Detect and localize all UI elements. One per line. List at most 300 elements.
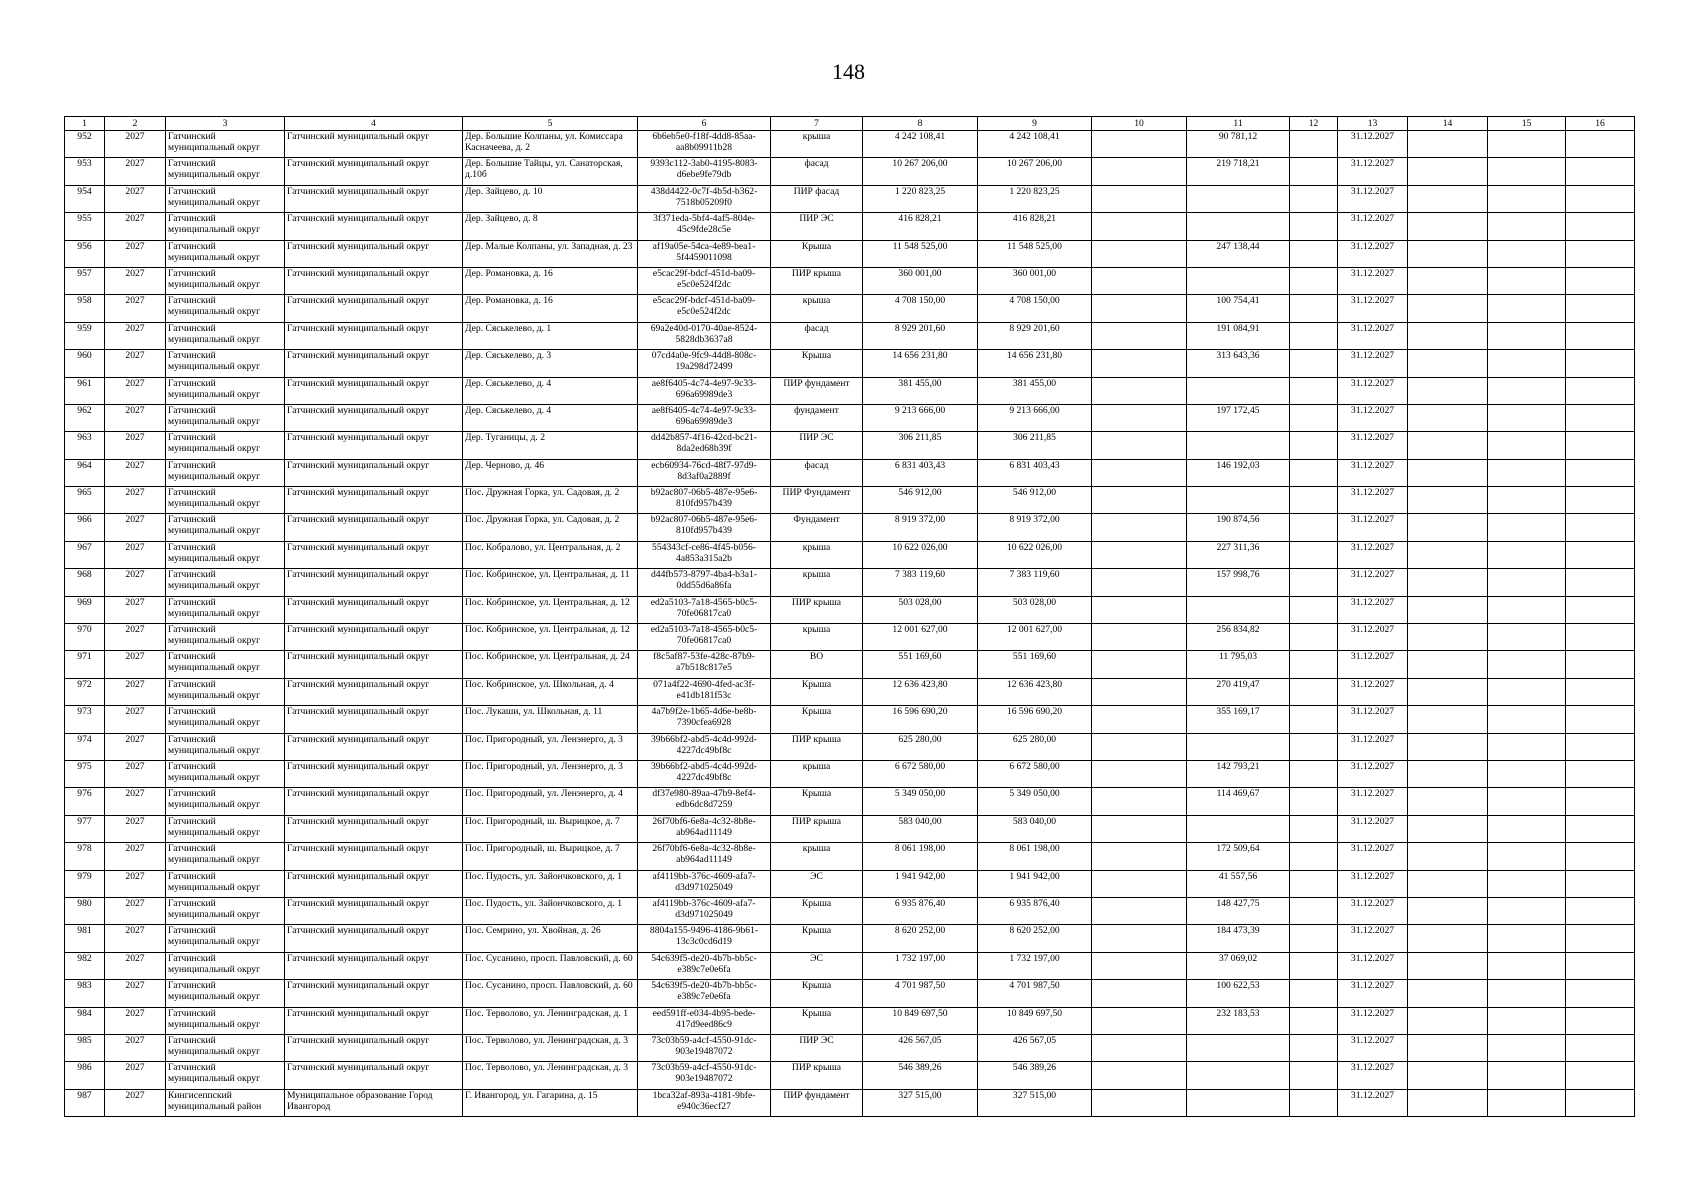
cell-col-4: Гатчинский муниципальный округ <box>285 1007 463 1034</box>
cell-col-12 <box>1290 404 1338 431</box>
table-row <box>65 267 1635 294</box>
cell-col-2: 2027 <box>105 870 166 897</box>
cell-col-16 <box>1566 815 1635 842</box>
cell-col-15 <box>1488 459 1566 486</box>
cell-col-4: Гатчинский муниципальный округ <box>285 897 463 924</box>
cell-col-1: 975 <box>65 760 105 787</box>
cell-col-4: Гатчинский муниципальный округ <box>285 678 463 705</box>
cell-col-11: 142 793,21 <box>1187 760 1290 787</box>
cell-col-2: 2027 <box>105 1034 166 1061</box>
cell-col-14 <box>1408 596 1488 623</box>
table-row <box>65 240 1635 267</box>
cell-col-8: 306 211,85 <box>863 432 978 459</box>
cell-col-2: 2027 <box>105 1062 166 1089</box>
cell-col-6: 26f70bf6-6e8a-4c32-8b8e-ab964ad11149 <box>638 843 771 870</box>
table-row <box>65 870 1635 897</box>
cell-col-15 <box>1488 213 1566 240</box>
table-row <box>65 706 1635 733</box>
column-header-1: 1 <box>65 117 105 131</box>
table-row <box>65 213 1635 240</box>
cell-col-3: Гатчинский муниципальный округ <box>166 843 285 870</box>
cell-col-12 <box>1290 596 1338 623</box>
cell-col-2: 2027 <box>105 651 166 678</box>
column-header-9: 9 <box>978 117 1092 131</box>
cell-col-13: 31.12.2027 <box>1338 514 1408 541</box>
cell-col-12 <box>1290 350 1338 377</box>
table-row <box>65 733 1635 760</box>
table-row <box>65 295 1635 322</box>
cell-col-14 <box>1408 788 1488 815</box>
cell-col-11 <box>1187 1034 1290 1061</box>
cell-col-7: ПИР крыша <box>771 815 863 842</box>
cell-col-12 <box>1290 240 1338 267</box>
cell-col-9: 546 389,26 <box>978 1062 1092 1089</box>
cell-col-14 <box>1408 185 1488 212</box>
cell-col-1: 980 <box>65 897 105 924</box>
cell-col-10 <box>1092 1062 1187 1089</box>
cell-col-7: Крыша <box>771 240 863 267</box>
cell-col-11: 232 183,53 <box>1187 1007 1290 1034</box>
cell-col-14 <box>1408 897 1488 924</box>
cell-col-16 <box>1566 322 1635 349</box>
cell-col-7: крыша <box>771 760 863 787</box>
cell-col-15 <box>1488 678 1566 705</box>
cell-col-16 <box>1566 432 1635 459</box>
cell-col-4: Гатчинский муниципальный округ <box>285 624 463 651</box>
cell-col-6: 554343cf-ce86-4f45-b056-4a853a315a2b <box>638 541 771 568</box>
cell-col-12 <box>1290 295 1338 322</box>
cell-col-10 <box>1092 432 1187 459</box>
cell-col-12 <box>1290 706 1338 733</box>
cell-col-12 <box>1290 760 1338 787</box>
cell-col-1: 952 <box>65 131 105 158</box>
cell-col-5: Пос. Кобринское, ул. Центральная, д. 11 <box>463 569 638 596</box>
table-row <box>65 322 1635 349</box>
cell-col-6: ae8f6405-4c74-4e97-9c33-696a69989de3 <box>638 377 771 404</box>
cell-col-8: 583 040,00 <box>863 815 978 842</box>
cell-col-6: b92ac807-06b5-487e-95e6-810fd957b439 <box>638 487 771 514</box>
cell-col-13: 31.12.2027 <box>1338 322 1408 349</box>
cell-col-13: 31.12.2027 <box>1338 596 1408 623</box>
table-row <box>65 569 1635 596</box>
cell-col-13: 31.12.2027 <box>1338 870 1408 897</box>
cell-col-3: Гатчинский муниципальный округ <box>166 651 285 678</box>
cell-col-8: 551 169,60 <box>863 651 978 678</box>
cell-col-6: 8804a155-9496-4186-9b61-13c3c0cd6d19 <box>638 925 771 952</box>
cell-col-7: ПИР ЭС <box>771 432 863 459</box>
cell-col-5: Пос. Терволово, ул. Ленинградская, д. 3 <box>463 1062 638 1089</box>
cell-col-8: 503 028,00 <box>863 596 978 623</box>
cell-col-13: 31.12.2027 <box>1338 1089 1408 1116</box>
cell-col-3: Гатчинский муниципальный округ <box>166 788 285 815</box>
cell-col-3: Гатчинский муниципальный округ <box>166 1034 285 1061</box>
column-header-2: 2 <box>105 117 166 131</box>
cell-col-6: 69a2e40d-0170-40ae-8524-5828db3637a8 <box>638 322 771 349</box>
cell-col-6: dd42b857-4f16-42cd-bc21-8da2ed68b39f <box>638 432 771 459</box>
cell-col-13: 31.12.2027 <box>1338 624 1408 651</box>
cell-col-11: 146 192,03 <box>1187 459 1290 486</box>
cell-col-13: 31.12.2027 <box>1338 897 1408 924</box>
cell-col-2: 2027 <box>105 514 166 541</box>
cell-col-5: Дер. Большие Тайцы, ул. Санаторская, д.10б <box>463 158 638 185</box>
cell-col-8: 12 636 423,80 <box>863 678 978 705</box>
cell-col-6: 3f371eda-5bf4-4af5-804e-45c9fde28c5e <box>638 213 771 240</box>
cell-col-2: 2027 <box>105 980 166 1007</box>
cell-col-15 <box>1488 760 1566 787</box>
cell-col-14 <box>1408 733 1488 760</box>
cell-col-14 <box>1408 514 1488 541</box>
cell-col-15 <box>1488 240 1566 267</box>
cell-col-1: 959 <box>65 322 105 349</box>
cell-col-9: 583 040,00 <box>978 815 1092 842</box>
cell-col-3: Гатчинский муниципальный округ <box>166 678 285 705</box>
cell-col-1: 963 <box>65 432 105 459</box>
cell-col-9: 6 831 403,43 <box>978 459 1092 486</box>
cell-col-7: ЭС <box>771 870 863 897</box>
cell-col-4: Гатчинский муниципальный округ <box>285 541 463 568</box>
cell-col-9: 381 455,00 <box>978 377 1092 404</box>
cell-col-15 <box>1488 733 1566 760</box>
cell-col-16 <box>1566 404 1635 431</box>
table-row <box>65 843 1635 870</box>
cell-col-11: 100 622,53 <box>1187 980 1290 1007</box>
cell-col-9: 360 001,00 <box>978 267 1092 294</box>
cell-col-5: Дер. Большие Колпаны, ул. Комиссара Касначеева, д. 2 <box>463 131 638 158</box>
cell-col-16 <box>1566 295 1635 322</box>
cell-col-13: 31.12.2027 <box>1338 185 1408 212</box>
cell-col-10 <box>1092 459 1187 486</box>
cell-col-4: Гатчинский муниципальный округ <box>285 158 463 185</box>
cell-col-5: Пос. Кобринское, ул. Центральная, д. 24 <box>463 651 638 678</box>
cell-col-14 <box>1408 322 1488 349</box>
cell-col-12 <box>1290 569 1338 596</box>
cell-col-14 <box>1408 760 1488 787</box>
cell-col-7: крыша <box>771 624 863 651</box>
cell-col-3: Гатчинский муниципальный округ <box>166 952 285 979</box>
cell-col-8: 6 831 403,43 <box>863 459 978 486</box>
table-row <box>65 596 1635 623</box>
cell-col-7: крыша <box>771 843 863 870</box>
cell-col-11: 247 138,44 <box>1187 240 1290 267</box>
table-row <box>65 377 1635 404</box>
cell-col-7: ПИР крыша <box>771 596 863 623</box>
column-header-16: 16 <box>1566 117 1635 131</box>
cell-col-2: 2027 <box>105 240 166 267</box>
cell-col-4: Гатчинский муниципальный округ <box>285 843 463 870</box>
cell-col-16 <box>1566 706 1635 733</box>
cell-col-4: Гатчинский муниципальный округ <box>285 432 463 459</box>
cell-col-5: Дер. Черново, д. 46 <box>463 459 638 486</box>
cell-col-16 <box>1566 131 1635 158</box>
cell-col-2: 2027 <box>105 185 166 212</box>
cell-col-14 <box>1408 678 1488 705</box>
cell-col-3: Гатчинский муниципальный округ <box>166 897 285 924</box>
cell-col-4: Гатчинский муниципальный округ <box>285 980 463 1007</box>
cell-col-6: 1bca32af-893a-4181-9bfe-e940c36ecf27 <box>638 1089 771 1116</box>
cell-col-2: 2027 <box>105 1089 166 1116</box>
cell-col-13: 31.12.2027 <box>1338 541 1408 568</box>
cell-col-7: ПИР ЭС <box>771 213 863 240</box>
cell-col-15 <box>1488 1089 1566 1116</box>
cell-col-6: 071a4f22-4690-4fed-ac3f-e41db181f53c <box>638 678 771 705</box>
register-table <box>64 116 1635 1117</box>
cell-col-11: 190 874,56 <box>1187 514 1290 541</box>
cell-col-9: 1 941 942,00 <box>978 870 1092 897</box>
cell-col-10 <box>1092 843 1187 870</box>
cell-col-9: 8 919 372,00 <box>978 514 1092 541</box>
cell-col-6: 9393c112-3ab0-4195-8083-d6ebe9fe79db <box>638 158 771 185</box>
cell-col-4: Гатчинский муниципальный округ <box>285 350 463 377</box>
cell-col-6: e5cac29f-bdcf-451d-ba09-e5c0e524f2dc <box>638 267 771 294</box>
cell-col-14 <box>1408 459 1488 486</box>
cell-col-5: Дер. Романовка, д. 16 <box>463 295 638 322</box>
page-number: 148 <box>832 59 865 84</box>
cell-col-5: Пос. Пригородный, ш. Вырицкое, д. 7 <box>463 815 638 842</box>
cell-col-8: 546 389,26 <box>863 1062 978 1089</box>
cell-col-15 <box>1488 377 1566 404</box>
cell-col-3: Гатчинский муниципальный округ <box>166 1062 285 1089</box>
cell-col-2: 2027 <box>105 404 166 431</box>
cell-col-1: 965 <box>65 487 105 514</box>
cell-col-9: 1 732 197,00 <box>978 952 1092 979</box>
cell-col-15 <box>1488 897 1566 924</box>
cell-col-12 <box>1290 487 1338 514</box>
cell-col-14 <box>1408 815 1488 842</box>
cell-col-11 <box>1187 377 1290 404</box>
cell-col-5: Пос. Кобралово, ул. Центральная, д. 2 <box>463 541 638 568</box>
cell-col-6: 39b66bf2-abd5-4c4d-992d-4227dc49bf8c <box>638 733 771 760</box>
table-row <box>65 459 1635 486</box>
cell-col-14 <box>1408 158 1488 185</box>
cell-col-8: 8 919 372,00 <box>863 514 978 541</box>
cell-col-12 <box>1290 158 1338 185</box>
cell-col-7: Крыша <box>771 1007 863 1034</box>
cell-col-16 <box>1566 980 1635 1007</box>
table-row <box>65 952 1635 979</box>
cell-col-14 <box>1408 1089 1488 1116</box>
cell-col-10 <box>1092 267 1187 294</box>
cell-col-12 <box>1290 952 1338 979</box>
cell-col-15 <box>1488 1007 1566 1034</box>
cell-col-11: 100 754,41 <box>1187 295 1290 322</box>
cell-col-10 <box>1092 541 1187 568</box>
cell-col-2: 2027 <box>105 925 166 952</box>
cell-col-13: 31.12.2027 <box>1338 404 1408 431</box>
cell-col-8: 4 242 108,41 <box>863 131 978 158</box>
cell-col-7: Крыша <box>771 788 863 815</box>
cell-col-10 <box>1092 1034 1187 1061</box>
cell-col-7: ПИР крыша <box>771 267 863 294</box>
cell-col-12 <box>1290 131 1338 158</box>
cell-col-15 <box>1488 185 1566 212</box>
table-row <box>65 624 1635 651</box>
cell-col-12 <box>1290 267 1338 294</box>
cell-col-16 <box>1566 1034 1635 1061</box>
cell-col-10 <box>1092 131 1187 158</box>
cell-col-15 <box>1488 322 1566 349</box>
cell-col-6: ecb60934-76cd-48f7-97d9-8d3af0a2889f <box>638 459 771 486</box>
cell-col-4: Гатчинский муниципальный округ <box>285 404 463 431</box>
cell-col-12 <box>1290 980 1338 1007</box>
cell-col-13: 31.12.2027 <box>1338 487 1408 514</box>
cell-col-10 <box>1092 213 1187 240</box>
cell-col-1: 957 <box>65 267 105 294</box>
cell-col-6: ed2a5103-7a18-4565-b0c5-70fe06817ca0 <box>638 596 771 623</box>
cell-col-7: крыша <box>771 131 863 158</box>
cell-col-4: Гатчинский муниципальный округ <box>285 377 463 404</box>
cell-col-16 <box>1566 788 1635 815</box>
cell-col-2: 2027 <box>105 760 166 787</box>
cell-col-9: 546 912,00 <box>978 487 1092 514</box>
cell-col-14 <box>1408 267 1488 294</box>
cell-col-12 <box>1290 432 1338 459</box>
cell-col-14 <box>1408 213 1488 240</box>
cell-col-3: Гатчинский муниципальный округ <box>166 432 285 459</box>
cell-col-15 <box>1488 350 1566 377</box>
cell-col-13: 31.12.2027 <box>1338 131 1408 158</box>
cell-col-1: 964 <box>65 459 105 486</box>
cell-col-12 <box>1290 897 1338 924</box>
cell-col-12 <box>1290 1034 1338 1061</box>
cell-col-14 <box>1408 487 1488 514</box>
cell-col-8: 8 061 198,00 <box>863 843 978 870</box>
cell-col-1: 955 <box>65 213 105 240</box>
cell-col-11: 157 998,76 <box>1187 569 1290 596</box>
cell-col-11: 172 509,64 <box>1187 843 1290 870</box>
cell-col-16 <box>1566 897 1635 924</box>
cell-col-7: Крыша <box>771 678 863 705</box>
cell-col-10 <box>1092 678 1187 705</box>
cell-col-8: 625 280,00 <box>863 733 978 760</box>
cell-col-4: Гатчинский муниципальный округ <box>285 514 463 541</box>
cell-col-14 <box>1408 1007 1488 1034</box>
cell-col-9: 625 280,00 <box>978 733 1092 760</box>
cell-col-2: 2027 <box>105 678 166 705</box>
cell-col-11: 191 084,91 <box>1187 322 1290 349</box>
cell-col-13: 31.12.2027 <box>1338 240 1408 267</box>
cell-col-16 <box>1566 158 1635 185</box>
cell-col-15 <box>1488 432 1566 459</box>
cell-col-1: 960 <box>65 350 105 377</box>
cell-col-16 <box>1566 569 1635 596</box>
table-row <box>65 541 1635 568</box>
cell-col-4: Гатчинский муниципальный округ <box>285 131 463 158</box>
table-row <box>65 678 1635 705</box>
cell-col-12 <box>1290 925 1338 952</box>
cell-col-7: крыша <box>771 541 863 568</box>
cell-col-8: 1 941 942,00 <box>863 870 978 897</box>
cell-col-8: 546 912,00 <box>863 487 978 514</box>
cell-col-13: 31.12.2027 <box>1338 788 1408 815</box>
cell-col-11: 11 795,03 <box>1187 651 1290 678</box>
table-row <box>65 651 1635 678</box>
cell-col-13: 31.12.2027 <box>1338 432 1408 459</box>
cell-col-10 <box>1092 1089 1187 1116</box>
cell-col-5: Дер. Сяськелево, д. 4 <box>463 404 638 431</box>
cell-col-1: 983 <box>65 980 105 1007</box>
cell-col-3: Гатчинский муниципальный округ <box>166 350 285 377</box>
cell-col-11 <box>1187 185 1290 212</box>
cell-col-5: Дер. Сяськелево, д. 1 <box>463 322 638 349</box>
cell-col-8: 5 349 050,00 <box>863 788 978 815</box>
cell-col-1: 971 <box>65 651 105 678</box>
cell-col-7: Фундамент <box>771 514 863 541</box>
cell-col-16 <box>1566 843 1635 870</box>
cell-col-7: ЭС <box>771 952 863 979</box>
cell-col-11: 184 473,39 <box>1187 925 1290 952</box>
cell-col-1: 979 <box>65 870 105 897</box>
cell-col-9: 503 028,00 <box>978 596 1092 623</box>
cell-col-16 <box>1566 733 1635 760</box>
cell-col-5: Пос. Семрино, ул. Хвойная, д. 26 <box>463 925 638 952</box>
cell-col-10 <box>1092 980 1187 1007</box>
cell-col-10 <box>1092 404 1187 431</box>
cell-col-4: Гатчинский муниципальный округ <box>285 651 463 678</box>
cell-col-11: 114 469,67 <box>1187 788 1290 815</box>
cell-col-12 <box>1290 815 1338 842</box>
cell-col-10 <box>1092 569 1187 596</box>
cell-col-3: Гатчинский муниципальный округ <box>166 760 285 787</box>
cell-col-13: 31.12.2027 <box>1338 459 1408 486</box>
cell-col-6: 6b6eb5e0-f18f-4dd8-85aa-aa8b09911b28 <box>638 131 771 158</box>
cell-col-1: 987 <box>65 1089 105 1116</box>
cell-col-14 <box>1408 432 1488 459</box>
cell-col-8: 327 515,00 <box>863 1089 978 1116</box>
cell-col-14 <box>1408 980 1488 1007</box>
cell-col-5: Пос. Пригородный, ул. Ленэнерго, д. 4 <box>463 788 638 815</box>
cell-col-10 <box>1092 377 1187 404</box>
cell-col-9: 8 929 201,60 <box>978 322 1092 349</box>
cell-col-8: 4 701 987,50 <box>863 980 978 1007</box>
cell-col-4: Гатчинский муниципальный округ <box>285 1062 463 1089</box>
cell-col-15 <box>1488 788 1566 815</box>
cell-col-3: Гатчинский муниципальный округ <box>166 514 285 541</box>
cell-col-15 <box>1488 624 1566 651</box>
cell-col-8: 416 828,21 <box>863 213 978 240</box>
cell-col-5: Дер. Зайцево, д. 8 <box>463 213 638 240</box>
cell-col-3: Гатчинский муниципальный округ <box>166 596 285 623</box>
cell-col-16 <box>1566 1062 1635 1089</box>
cell-col-16 <box>1566 651 1635 678</box>
cell-col-2: 2027 <box>105 624 166 651</box>
cell-col-2: 2027 <box>105 377 166 404</box>
cell-col-15 <box>1488 980 1566 1007</box>
cell-col-6: 73c03b59-a4cf-4550-91dc-903e19487072 <box>638 1062 771 1089</box>
table-row <box>65 487 1635 514</box>
cell-col-8: 9 213 666,00 <box>863 404 978 431</box>
cell-col-15 <box>1488 569 1566 596</box>
cell-col-1: 967 <box>65 541 105 568</box>
cell-col-3: Гатчинский муниципальный округ <box>166 706 285 733</box>
cell-col-15 <box>1488 1062 1566 1089</box>
cell-col-10 <box>1092 514 1187 541</box>
cell-col-3: Гатчинский муниципальный округ <box>166 541 285 568</box>
cell-col-2: 2027 <box>105 158 166 185</box>
cell-col-11: 355 169,17 <box>1187 706 1290 733</box>
cell-col-8: 11 548 525,00 <box>863 240 978 267</box>
cell-col-14 <box>1408 843 1488 870</box>
cell-col-1: 978 <box>65 843 105 870</box>
cell-col-4: Гатчинский муниципальный округ <box>285 788 463 815</box>
cell-col-3: Гатчинский муниципальный округ <box>166 131 285 158</box>
cell-col-15 <box>1488 158 1566 185</box>
cell-col-7: Крыша <box>771 980 863 1007</box>
cell-col-10 <box>1092 322 1187 349</box>
cell-col-3: Гатчинский муниципальный округ <box>166 624 285 651</box>
cell-col-14 <box>1408 377 1488 404</box>
cell-col-10 <box>1092 651 1187 678</box>
cell-col-2: 2027 <box>105 213 166 240</box>
